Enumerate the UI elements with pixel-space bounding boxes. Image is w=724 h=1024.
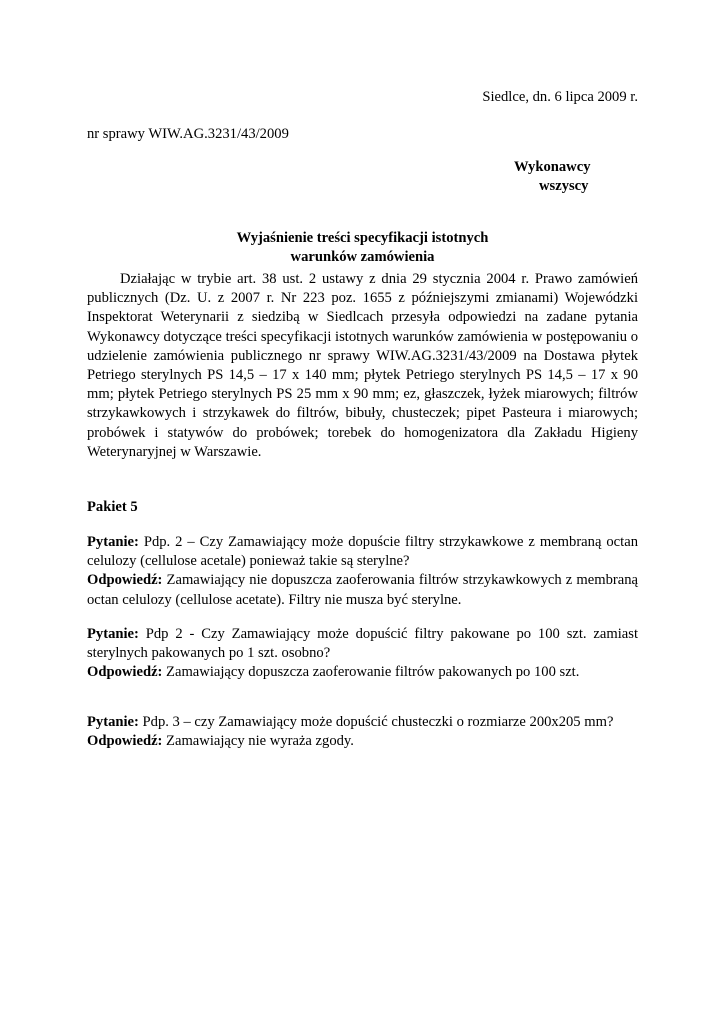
recipient-line-2: wszyscy	[539, 178, 589, 195]
document-page	[87, 0, 638, 1024]
question-paragraph	[87, 533, 638, 571]
answer-label: Odpowiedź:	[87, 572, 163, 589]
question-paragraph	[87, 625, 638, 663]
question-label: Pytanie:	[87, 626, 139, 642]
question-label: Pytanie:	[87, 714, 139, 730]
answer-text: Zamawiający nie wyraża zgody.	[162, 733, 354, 750]
question-paragraph	[87, 713, 638, 732]
place-date: Siedlce, dn. 6 lipca 2009 r.	[482, 89, 638, 105]
title-line-1: Wyjaśnienie treści specyfikacji istotnych	[236, 230, 489, 246]
qa-item	[87, 533, 638, 610]
question-text: Pdp. 2 – Czy Zamawiający może dopuście filtry strzykawkowe z membraną octan celulozy (cellulose acetale) ponieważ takie są sterylne?	[87, 534, 638, 570]
recipient-block	[514, 158, 591, 196]
title-line-2: warunków zamówienia	[290, 249, 435, 266]
answer-paragraph	[87, 732, 638, 751]
packet-heading: Pakiet 5	[87, 499, 138, 515]
answer-text: Zamawiający dopuszcza zaoferowanie filtrów pakowanych po 100 szt.	[162, 664, 580, 681]
answer-paragraph	[87, 571, 638, 609]
question-text: Pdp. 3 – czy Zamawiający może dopuścić chusteczki o rozmiarze 200x205 mm?	[138, 714, 614, 730]
question-text: Pdp 2 - Czy Zamawiający może dopuścić filtry pakowane po 100 szt. zamiast sterylnych pakowanych po 1 szt. osobno?	[87, 626, 638, 662]
answer-label: Odpowiedź:	[87, 733, 163, 750]
case-number: nr sprawy WIW.AG.3231/43/2009	[87, 126, 289, 142]
recipient-line-1: Wykonawcy	[514, 159, 591, 175]
answer-label: Odpowiedź:	[87, 664, 163, 681]
intro-paragraph: Działając w trybie art. 38 ust. 2 ustawy z dnia 29 stycznia 2004 r. Prawo zamówień publicznych (Dz. U. z 2007 r. Nr 223 poz. 1655 z późniejszymi zmianami) Wojewódzki Inspektorat Weterynarii z siedzibą w Siedlcach przesyła odpowiedzi na zadane pytania Wykonawcy dotyczące treści specyfikacji istotnych warunków zamówienia w postępowaniu o udzielenie zamówienia publicznego nr sprawy WIW.AG.3231/43/2009 na Dostawa płytek Petriego sterylnych PS 14,5 – 17 x 140 mm; płytek Petriego sterylnych PS 14,5 – 17 x 90 mm; płytek Petriego sterylnych PS 25 mm x 90 mm; ez, głaszczek, łyżek miarowych; filtrów strzykawkowych i strzykawek do filtrów, bibuły, chusteczek; pipet Pasteura i miarowych; probówek i statywów do probówek; torebek do homogenizatora dla Zakładu Higieny Weterynaryjnej w Warszawie.	[87, 271, 638, 460]
qa-item	[87, 713, 638, 751]
qa-item	[87, 625, 638, 683]
question-label: Pytanie:	[87, 534, 139, 550]
answer-paragraph	[87, 663, 638, 682]
answer-text: Zamawiający nie dopuszcza zaoferowania filtrów strzykawkowych z membraną octan celulozy (cellulose acetate). Filtry nie musza być sterylne.	[87, 572, 638, 608]
document-title	[87, 229, 638, 267]
